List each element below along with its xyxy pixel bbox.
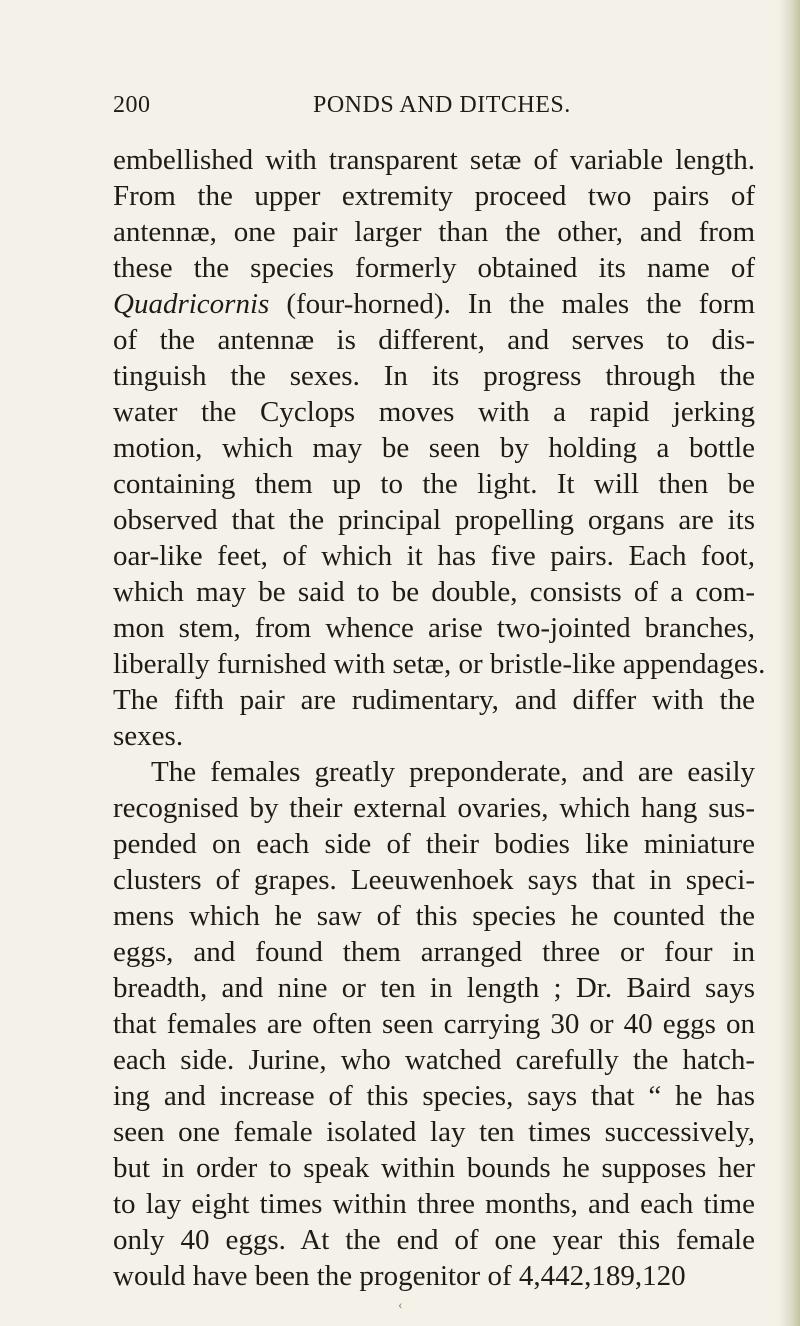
paragraph-1 [113, 142, 766, 754]
text-line: which may be said to be double, consists of a com- [113, 576, 755, 608]
text-line [113, 286, 755, 322]
text-segment: (four-horned). In the males the form [269, 288, 755, 320]
text-line: antennæ, one pair larger than the other, and from [113, 216, 755, 248]
text-line: of the antennæ is different, and serves to dis- [113, 324, 755, 356]
text-line: The fifth pair are rudimentary, and differ with the [113, 684, 755, 716]
text-line: to lay eight times within three months, and each time [113, 1188, 755, 1220]
page-header [113, 92, 733, 122]
text-line: seen one female isolated lay ten times successively, [113, 1116, 755, 1148]
italic-term: Quadricornis [113, 288, 270, 320]
printer-mark: ‹ [398, 1298, 403, 1313]
text-line: each side. Jurine, who watched carefully the hatch- [113, 1044, 755, 1076]
text-line: The females greatly preponderate, and are easily [151, 756, 755, 788]
text-line: water the Cyclops moves with a rapid jerking [113, 396, 755, 428]
text-line: recognised by their external ovaries, which hang sus- [113, 792, 755, 824]
page-edge-shadow [778, 0, 800, 1326]
text-line: oar-like feet, of which it has five pairs. Each foot, [113, 540, 755, 572]
page-number: 200 [113, 92, 151, 118]
text-line: pended on each side of their bodies like miniature [113, 828, 755, 860]
text-line: breadth, and nine or ten in length ; Dr. Baird says [113, 972, 755, 1004]
paragraph-2 [113, 754, 755, 1294]
text-line: embellished with transparent setæ of variable length. [113, 144, 755, 176]
text-line: sexes. [113, 720, 184, 752]
text-line: liberally furnished with setæ, or bristle-like appendages. [113, 648, 766, 680]
text-line: containing them up to the light. It will then be [113, 468, 755, 500]
text-line: that females are often seen carrying 30 or 40 eggs on [113, 1008, 755, 1040]
text-line: eggs, and found them arranged three or four in [113, 936, 755, 968]
text-line: only 40 eggs. At the end of one year this female [113, 1224, 755, 1256]
text-line: but in order to speak within bounds he supposes her [113, 1152, 755, 1184]
text-line: mon stem, from whence arise two-jointed branches, [113, 612, 755, 644]
text-line: mens which he saw of this species he counted the [113, 900, 755, 932]
text-line: tinguish the sexes. In its progress through the [113, 360, 755, 392]
text-line: these the species formerly obtained its name of [113, 252, 755, 284]
body-text [113, 142, 766, 1294]
text-line: would have been the progenitor of 4,442,189,120 [113, 1260, 686, 1292]
text-line: observed that the principal propelling organs are its [113, 504, 755, 536]
running-head: PONDS AND DITCHES. [313, 92, 571, 118]
text-line: clusters of grapes. Leeuwenhoek says that in speci- [113, 864, 755, 896]
text-line: ing and increase of this species, says that “ he has [113, 1080, 755, 1112]
text-line: From the upper extremity proceed two pairs of [113, 180, 755, 212]
text-line: motion, which may be seen by holding a bottle [113, 432, 755, 464]
